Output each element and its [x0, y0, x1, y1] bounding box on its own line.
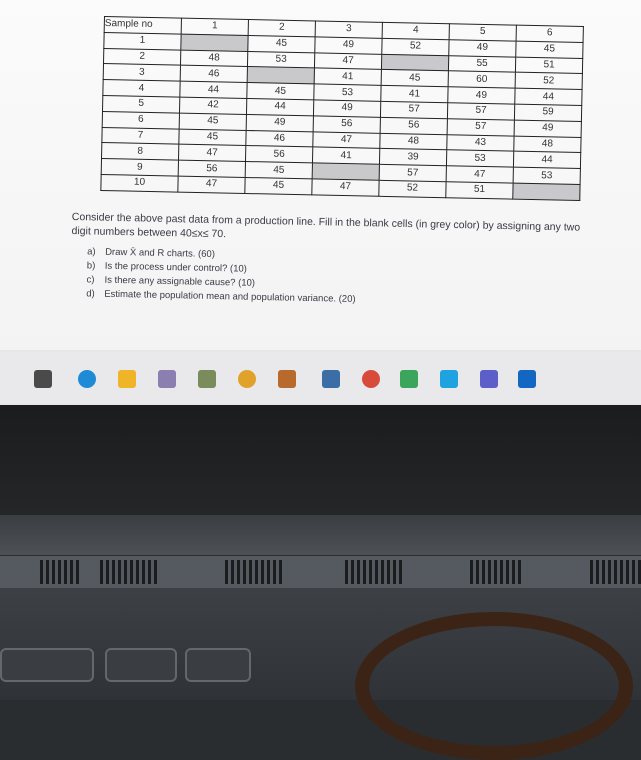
keyboard-key: [105, 648, 177, 682]
chrome-icon[interactable]: [238, 370, 256, 388]
green-app-icon[interactable]: [400, 370, 418, 388]
data-cell: 46: [180, 66, 247, 83]
data-cell: [247, 67, 314, 84]
data-cell: 47: [314, 53, 381, 70]
keyboard-key: [185, 648, 251, 682]
data-cell: 47: [313, 131, 380, 148]
question-label: a): [87, 246, 96, 258]
teams-icon[interactable]: [480, 370, 498, 388]
data-cell: 55: [448, 55, 515, 72]
data-cell: 45: [179, 129, 246, 146]
data-cell: 42: [179, 97, 246, 114]
grille-slat: [100, 560, 103, 584]
grille-slat: [470, 560, 473, 584]
data-cell: 56: [178, 160, 245, 177]
data-cell: 56: [313, 116, 380, 133]
grille-slat: [351, 560, 354, 584]
data-cell: 49: [514, 120, 581, 137]
data-cell: 57: [380, 101, 447, 118]
data-cell: 52: [382, 38, 449, 55]
data-cell: 51: [446, 182, 513, 199]
grille-slat: [261, 560, 264, 584]
data-cell: 45: [248, 35, 315, 52]
grille-slat: [64, 560, 67, 584]
data-cell: 44: [513, 151, 580, 168]
data-cell: 59: [514, 104, 581, 121]
grille-slat: [46, 560, 49, 584]
grille-slat: [58, 560, 61, 584]
data-cell: 47: [178, 176, 245, 193]
header-cell: 5: [449, 24, 516, 41]
grille-slat: [608, 560, 611, 584]
data-cell: 51: [515, 57, 582, 74]
grille-slat: [482, 560, 485, 584]
data-cell: [181, 34, 248, 51]
data-cell: 57: [447, 103, 514, 120]
data-cell: 47: [312, 179, 379, 196]
question-label: c): [86, 274, 95, 286]
header-cell: Sample no: [104, 17, 181, 34]
grille-slat: [76, 560, 79, 584]
outlook-icon[interactable]: [518, 370, 536, 388]
data-cell: 45: [247, 83, 314, 100]
laptop-bezel: [0, 405, 641, 515]
grille-slat: [614, 560, 617, 584]
production-data-table: [100, 16, 584, 201]
grille-slat: [363, 560, 366, 584]
grille-slat: [243, 560, 246, 584]
task-view-icon[interactable]: [34, 370, 52, 388]
sample-number-cell: 5: [103, 95, 180, 112]
document-page: [0, 0, 641, 350]
data-cell: 48: [514, 136, 581, 153]
grille-slat: [124, 560, 127, 584]
grille-slat: [273, 560, 276, 584]
data-cell: 49: [246, 114, 313, 131]
grille-slat: [118, 560, 121, 584]
grille-slat: [106, 560, 109, 584]
grille-slat: [40, 560, 43, 584]
data-cell: 44: [180, 81, 247, 98]
question-text: Estimate the population mean and population variance. (20): [104, 288, 356, 305]
grille-slat: [518, 560, 521, 584]
grille-slat: [387, 560, 390, 584]
grille-slat: [52, 560, 55, 584]
data-cell: 44: [246, 98, 313, 115]
data-cell: 57: [379, 164, 446, 181]
sample-number-cell: 7: [102, 127, 179, 144]
grille-slat: [506, 560, 509, 584]
data-cell: 53: [247, 51, 314, 68]
data-cell: 44: [515, 88, 582, 105]
data-cell: 52: [515, 73, 582, 90]
question-label: d): [86, 288, 95, 300]
data-cell: 60: [448, 71, 515, 88]
data-cell: 57: [447, 118, 514, 135]
mail-icon[interactable]: [322, 370, 340, 388]
grille-slat: [231, 560, 234, 584]
data-cell: 49: [313, 100, 380, 117]
data-cell: 41: [381, 86, 448, 103]
sample-number-cell: 9: [101, 159, 178, 176]
data-cell: 41: [314, 68, 381, 85]
photos-icon[interactable]: [158, 370, 176, 388]
grille-slat: [357, 560, 360, 584]
grille-slat: [345, 560, 348, 584]
question-text: Is there any assignable cause? (10): [104, 274, 256, 289]
header-cell: 3: [315, 21, 382, 38]
grille-slat: [154, 560, 157, 584]
data-cell: 47: [178, 144, 245, 161]
problem-intro: Consider the above past data from a production line. Fill in the blank cells (in grey color) by assigning any two digit numbers between 40≤x≤ 70.: [71, 210, 581, 241]
data-cell: 53: [446, 150, 513, 167]
laptop-hinge: [0, 515, 641, 555]
sample-number-cell: 8: [102, 143, 179, 160]
edge-icon[interactable]: [78, 370, 96, 388]
data-cell: 53: [314, 84, 381, 101]
grille-slat: [136, 560, 139, 584]
skype-icon[interactable]: [440, 370, 458, 388]
data-cell: 53: [513, 167, 580, 184]
data-cell: 49: [315, 37, 382, 54]
sample-number-cell: 1: [104, 32, 181, 49]
grille-slat: [620, 560, 623, 584]
grille-slat: [476, 560, 479, 584]
question-text: Draw X̄ and R charts. (60): [105, 246, 216, 261]
grille-slat: [130, 560, 133, 584]
question-list: [86, 246, 581, 310]
chrome-alt-icon[interactable]: [362, 370, 380, 388]
speaker-grille: [0, 556, 641, 588]
kindle-icon[interactable]: [278, 370, 296, 388]
data-cell: 48: [380, 133, 447, 150]
header-cell: 6: [516, 25, 583, 42]
grille-slat: [112, 560, 115, 584]
grille-slat: [500, 560, 503, 584]
grille-slat: [249, 560, 252, 584]
sample-number-cell: 4: [103, 80, 180, 97]
grille-slat: [399, 560, 402, 584]
grille-slat: [512, 560, 515, 584]
data-cell: 56: [380, 117, 447, 134]
sample-number-cell: 3: [103, 64, 180, 81]
data-cell: 41: [312, 147, 379, 164]
data-cell: 46: [246, 130, 313, 147]
data-cell: 47: [446, 166, 513, 183]
grille-slat: [148, 560, 151, 584]
sample-number-cell: 10: [101, 174, 178, 191]
grille-slat: [375, 560, 378, 584]
grille-slat: [596, 560, 599, 584]
question-label: b): [86, 260, 96, 272]
grille-slat: [279, 560, 282, 584]
data-cell: [381, 54, 448, 71]
sample-number-cell: 6: [102, 111, 179, 128]
data-cell: 39: [379, 149, 446, 166]
grille-slat: [602, 560, 605, 584]
pen-app-icon[interactable]: [198, 370, 216, 388]
grille-slat: [494, 560, 497, 584]
header-cell: 4: [382, 22, 449, 39]
data-cell: 45: [245, 162, 312, 179]
grille-slat: [381, 560, 384, 584]
grille-slat: [590, 560, 593, 584]
data-cell: 43: [447, 134, 514, 151]
data-cell: 45: [179, 113, 246, 130]
taskbar: [0, 352, 641, 404]
data-cell: 49: [449, 40, 516, 57]
grille-slat: [237, 560, 240, 584]
data-cell: 45: [245, 177, 312, 194]
data-cell: 49: [448, 87, 515, 104]
header-cell: 1: [181, 18, 248, 35]
header-cell: 2: [248, 20, 315, 37]
grille-slat: [225, 560, 228, 584]
data-cell: 45: [381, 70, 448, 87]
data-cell: [513, 183, 580, 200]
sample-number-cell: 2: [103, 48, 180, 65]
keyboard-key: [0, 648, 94, 682]
grille-slat: [632, 560, 635, 584]
grille-slat: [142, 560, 145, 584]
grille-slat: [369, 560, 372, 584]
grille-slat: [488, 560, 491, 584]
data-cell: 45: [516, 41, 583, 58]
problem-statement: [70, 210, 582, 313]
data-cell: [312, 163, 379, 180]
file-explorer-icon[interactable]: [118, 370, 136, 388]
data-cell: 48: [180, 50, 247, 67]
grille-slat: [70, 560, 73, 584]
grille-slat: [626, 560, 629, 584]
data-cell: 52: [379, 180, 446, 197]
eyeglasses: [355, 612, 633, 760]
question-text: Is the process under control? (10): [104, 260, 247, 275]
data-cell: 56: [245, 146, 312, 163]
grille-slat: [255, 560, 258, 584]
grille-slat: [267, 560, 270, 584]
grille-slat: [393, 560, 396, 584]
